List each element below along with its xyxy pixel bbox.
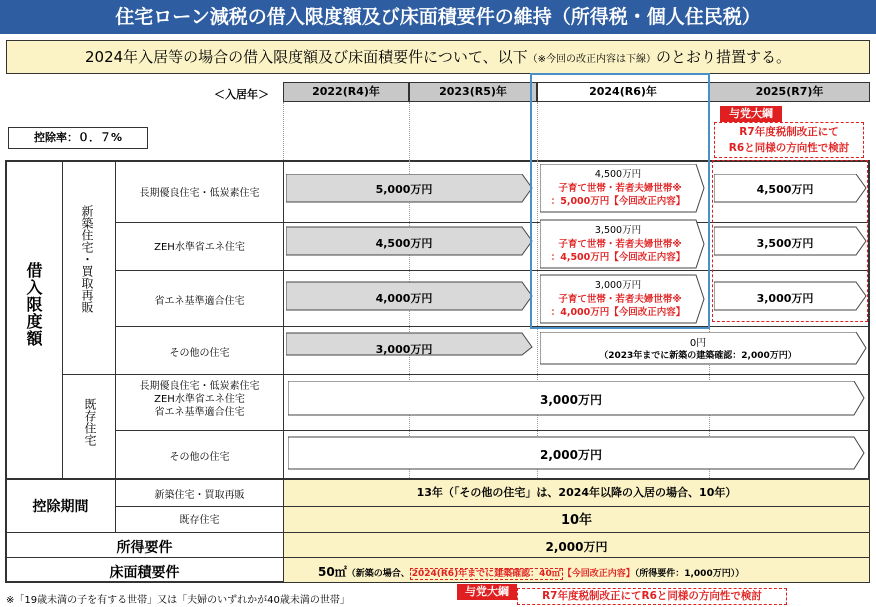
- divider: [115, 506, 870, 507]
- floor-value-main: 50㎡: [318, 565, 347, 579]
- page-title: 住宅ローン減税の借入限度額及び床面積要件の維持（所得税・個人住民税）: [0, 0, 876, 34]
- row-label-other-new: その他の住宅: [169, 348, 230, 359]
- new-housing-label: [80, 205, 94, 313]
- income-label: 所得要件: [116, 540, 173, 556]
- bottom-yoto-tag: 与党大綱: [457, 584, 517, 600]
- floor-value: [318, 563, 868, 580]
- value-row1-2024-amt: ：5,000万円【今回改正内容】: [550, 196, 686, 207]
- value-row3-2024-base: 3,000万円: [594, 280, 642, 291]
- new-housing-text: 新築住宅・買取再販: [80, 205, 94, 313]
- row-label-energy: 省エネ基準適合住宅: [154, 296, 245, 307]
- r7-note-line1: R7年度税制改正にて: [739, 126, 839, 138]
- value-row3-2022: 4,000万円: [375, 292, 433, 305]
- year-header-label: ＜入居年＞: [214, 88, 269, 101]
- footnote: ※「19歳未満の子を有する世帯」又は「夫婦のいずれかが40歳未満の世帯」: [6, 595, 350, 606]
- existing-row1-label3: 省エネ基準適合住宅: [154, 407, 245, 418]
- period-label: 控除期間: [32, 499, 89, 515]
- floor-value-red: 2024(R6)年までに建築確認：40㎡: [411, 569, 561, 579]
- floor-label: 床面積要件: [109, 565, 180, 581]
- bottom-note: R7年度税制改正にてR6と同様の方向性で検討: [517, 588, 787, 605]
- value-row2-2025: 3,500万円: [756, 237, 814, 250]
- borrow-limit-label: 借入限度額: [24, 262, 43, 347]
- year-2023: 2023(R5)年: [409, 82, 537, 102]
- col-guide: [409, 102, 410, 160]
- value-row1-2022: 5,000万円: [375, 183, 433, 196]
- existing-row1-label1: 長期優良住宅・低炭素住宅: [139, 381, 260, 392]
- subtitle-box: [6, 40, 870, 74]
- period-new-label: 新築住宅・買取再販: [154, 490, 245, 501]
- existing-housing-label: 既存住宅: [83, 398, 97, 446]
- value-other-2024-note: （2023年までに新築の建築確認：2,000万円）: [599, 351, 797, 361]
- divider: [62, 374, 870, 375]
- subtitle-note: （※今回の改正内容は下線）: [527, 54, 656, 65]
- yoto-tag: 与党大綱: [720, 106, 782, 122]
- subtitle-tail: のとおり措置する。: [655, 48, 791, 66]
- arrow-bars-2022-23: [286, 174, 534, 356]
- value-row3-2025: 3,000万円: [756, 292, 814, 305]
- r7-note-box: [714, 122, 864, 158]
- value-row3-2024-child: 子育て世帯・若者夫婦世帯※: [558, 294, 682, 305]
- existing-row1-label: [116, 380, 283, 419]
- row-label-long-life: 長期優良住宅・低炭素住宅: [139, 188, 260, 199]
- income-value: 2,000万円: [545, 540, 608, 554]
- value-row2-2024-base: 3,500万円: [594, 225, 642, 236]
- deduction-rate: 控除率：０．７%: [8, 127, 148, 149]
- value-row1-2025: 4,500万円: [756, 183, 814, 196]
- existing-row1-label2: ZEH水準省エネ住宅: [154, 394, 245, 405]
- existing-row1-value: 3,000万円: [540, 393, 602, 407]
- value-row1-2024-base: 4,500万円: [594, 169, 642, 180]
- floor-value-tail: （所得要件：1,000万円））: [634, 569, 745, 579]
- value-other-2024: 0円: [689, 338, 707, 349]
- year-2024: 2024(R6)年: [537, 82, 709, 102]
- period-existing-label: 既存住宅: [179, 515, 220, 526]
- value-row4-2022: 3,000万円: [375, 343, 433, 356]
- col-guide: [283, 102, 284, 160]
- floor-value-small: （新築の場合、: [346, 569, 410, 579]
- year-2025: 2025(R7)年: [709, 82, 870, 102]
- existing-row2-value: 2,000万円: [540, 448, 602, 462]
- divider: [62, 160, 63, 478]
- value-row2-2024-amt: ：4,500万円【今回改正内容】: [550, 252, 686, 263]
- row-label-zeh: ZEH水準省エネ住宅: [154, 242, 245, 253]
- floor-value-red2: 【今回改正内容】: [562, 569, 635, 579]
- value-row2-2022: 4,500万円: [375, 237, 433, 250]
- value-row2-2024-child: 子育て世帯・若者夫婦世帯※: [558, 239, 682, 250]
- period-existing-value: 10年: [560, 513, 593, 528]
- year-2022: 2022(R4)年: [283, 82, 409, 102]
- r7-note-line2: R6と同様の方向性で検討: [728, 142, 850, 154]
- existing-row2-label: その他の住宅: [169, 452, 230, 463]
- value-row1-2024-child: 子育て世帯・若者夫婦世帯※: [558, 183, 682, 194]
- value-row3-2024-amt: ：4,000万円【今回改正内容】: [550, 307, 686, 318]
- period-new-value: 13年（「その他の住宅」は、2024年以降の入居の場合、10年）: [416, 486, 737, 499]
- subtitle-main: 2024年入居等の場合の借入限度額及び床面積要件について、以下: [85, 48, 528, 66]
